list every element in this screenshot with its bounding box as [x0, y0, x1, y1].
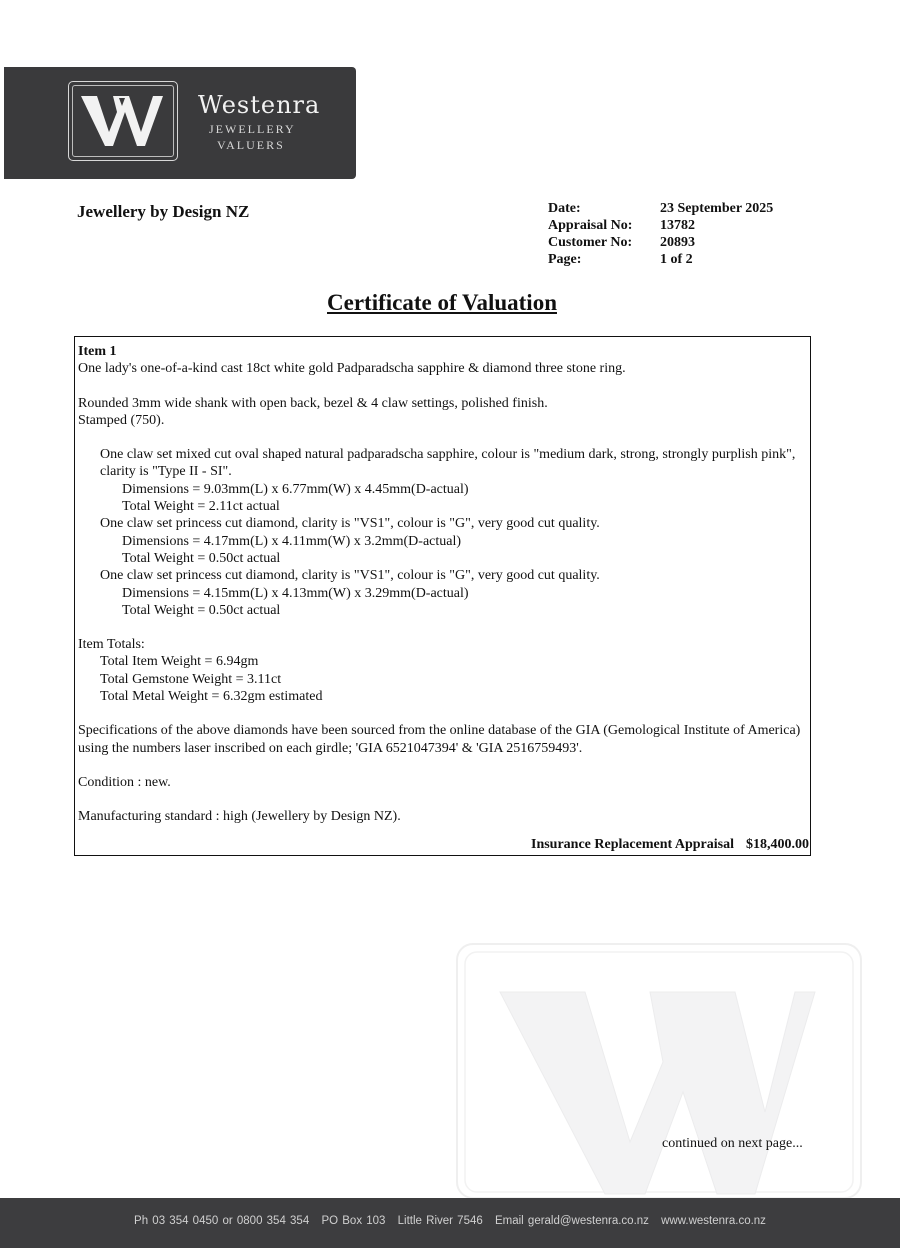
appraisal-no-value: 13782 [660, 218, 695, 233]
footer-po-box: PO Box 103 [321, 1215, 386, 1227]
stone-description: One claw set mixed cut oval shaped natural padparadscha sapphire, colour is "medium dark, strong, strongly purplish pink", clarity is "Type II - SI". [100, 447, 796, 480]
customer-no-value: 20893 [660, 235, 695, 250]
appraisal-value: $18,400.00 [746, 836, 809, 852]
document-meta [548, 200, 773, 268]
item-totals-heading: Item Totals: [78, 637, 145, 653]
date-label: Date: [548, 201, 581, 216]
stone-weight: Total Weight = 2.11ct actual [122, 499, 280, 515]
appraisal-label: Insurance Replacement Appraisal [531, 836, 734, 852]
stone-dimensions: Dimensions = 4.17mm(L) x 4.11mm(W) x 3.2mm(D-actual) [122, 533, 462, 549]
total-metal-weight: Total Metal Weight = 6.32gm estimated [100, 689, 323, 705]
footer-locality: Little River 7546 [397, 1215, 483, 1227]
stone-dimensions: Dimensions = 4.15mm(L) x 4.13mm(W) x 3.29mm(D-actual) [122, 585, 469, 601]
stamp-description: Stamped (750). [78, 412, 165, 428]
stone-description: One claw set princess cut diamond, clarity is "VS1", colour is "G", very good cut quality. [100, 516, 600, 532]
footer-website: www.westenra.co.nz [661, 1215, 766, 1227]
brand-subtitle-1: JEWELLERY [209, 122, 296, 136]
customer-no-label: Customer No: [548, 235, 633, 250]
watermark-logo-icon [455, 942, 863, 1200]
stone-dimensions: Dimensions = 9.03mm(L) x 6.77mm(W) x 4.45mm(D-actual) [122, 481, 469, 497]
item-heading: Item 1 [78, 344, 117, 359]
certificate-box [74, 336, 811, 856]
specifications-note: Specifications of the above diamonds have been sourced from the online database of the GIA (Gemological Institute of America) using the numbers laser inscribed on each girdle; 'GIA 6521047394' & 'GIA 2516759493'. [78, 723, 801, 756]
footer-phone: Ph 03 354 0450 or 0800 354 354 [134, 1215, 310, 1227]
stone-weight: Total Weight = 0.50ct actual [122, 602, 281, 618]
footer-bar [0, 1198, 900, 1248]
continued-note: continued on next page... [662, 1136, 803, 1151]
footer-email: Email gerald@westenra.co.nz [494, 1215, 649, 1227]
brand-subtitle-2: VALUERS [217, 138, 285, 152]
footer-contact [0, 1215, 900, 1227]
total-gemstone-weight: Total Gemstone Weight = 3.11ct [100, 671, 282, 687]
condition: Condition : new. [78, 774, 171, 790]
shank-description: Rounded 3mm wide shank with open back, bezel & 4 claw settings, polished finish. [78, 395, 548, 411]
appraisal-no-label: Appraisal No: [548, 218, 633, 233]
header-logo-banner [4, 67, 356, 179]
w-monogram-icon [79, 90, 165, 150]
total-item-weight: Total Item Weight = 6.94gm [100, 654, 259, 670]
page-label: Page: [548, 252, 582, 267]
stone-description: One claw set princess cut diamond, clarity is "VS1", colour is "G", very good cut quality. [100, 568, 600, 584]
manufacturing-standard: Manufacturing standard : high (Jewellery by Design NZ). [78, 809, 401, 825]
brand-name: Westenra [198, 91, 321, 119]
item-description: One lady's one-of-a-kind cast 18ct white gold Padparadscha sapphire & diamond three stone ring. [78, 361, 626, 377]
page-value: 1 of 2 [660, 252, 693, 267]
appraisal-row [531, 836, 809, 853]
stone-weight: Total Weight = 0.50ct actual [122, 550, 281, 566]
certificate-title: Certificate of Valuation [327, 290, 557, 315]
date-value: 23 September 2025 [660, 201, 774, 216]
logo-frame [68, 81, 178, 161]
client-name: Jewellery by Design NZ [77, 202, 250, 221]
